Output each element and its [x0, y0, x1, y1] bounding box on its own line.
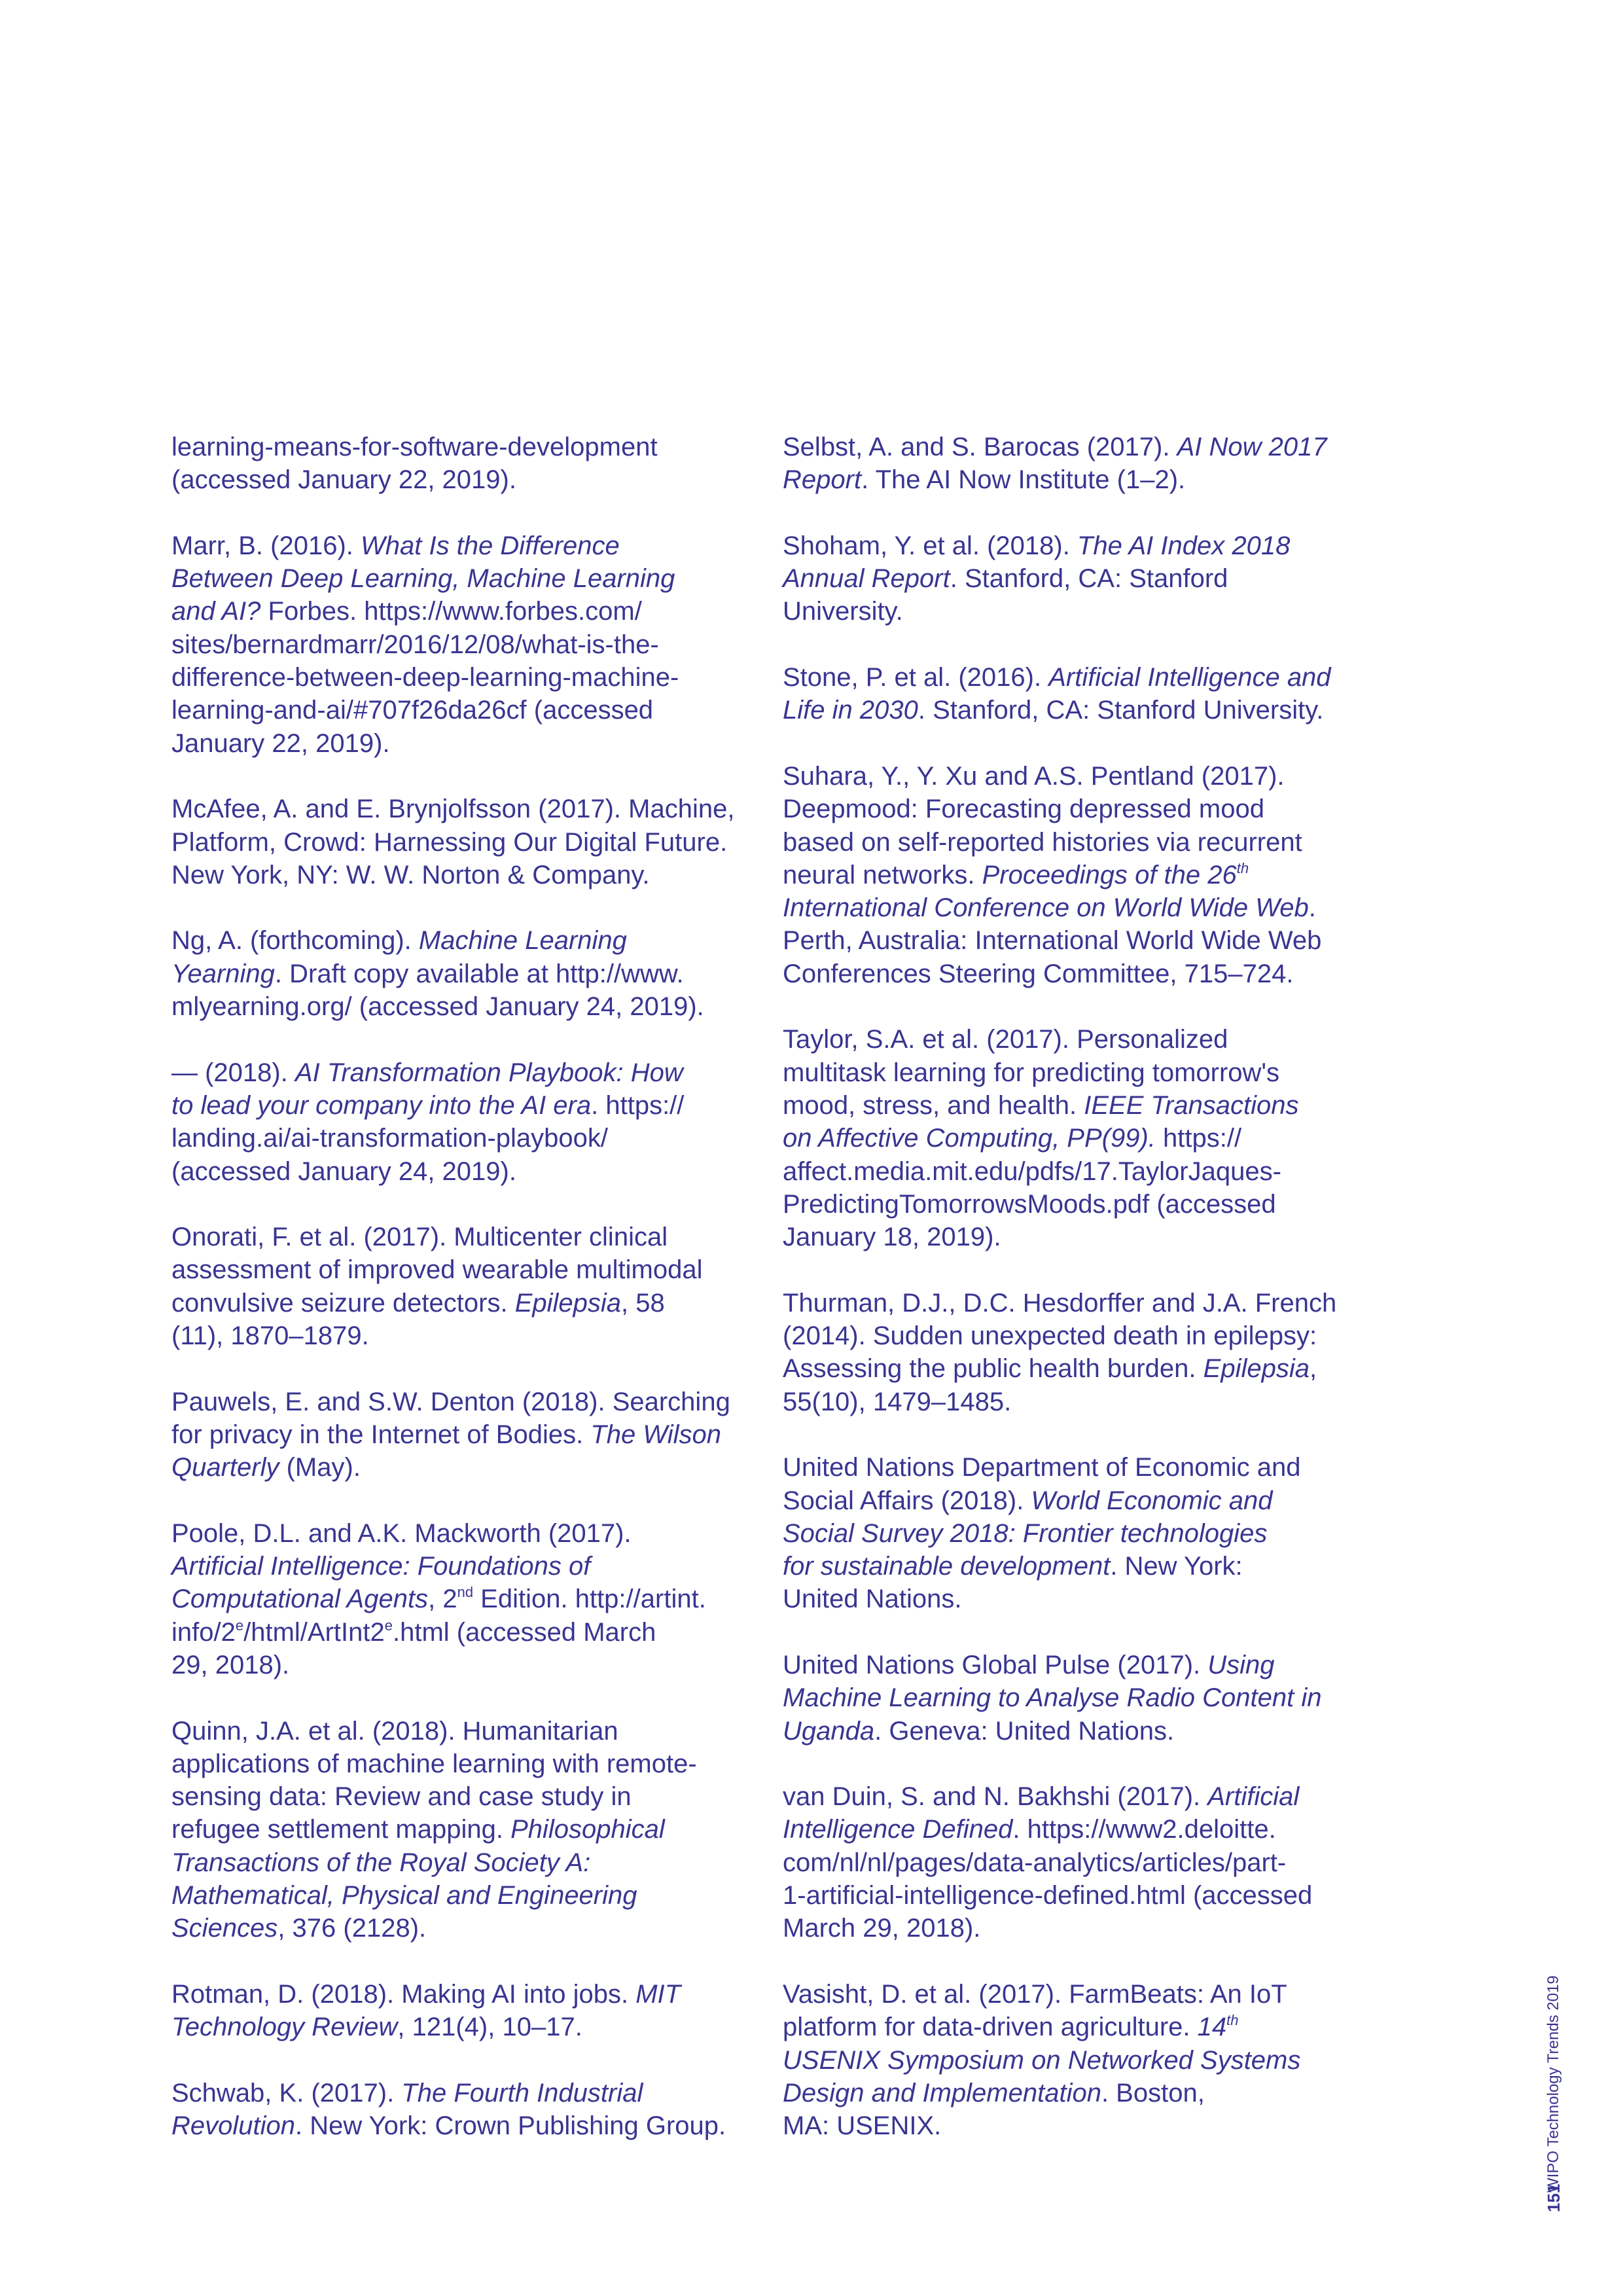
reference-text: .html (accessed March	[392, 1617, 656, 1647]
italic-text: International Conference on World Wide Web	[783, 893, 1309, 923]
reference-line	[171, 1813, 774, 1846]
reference-text: Conferences Steering Committee, 715–724.	[783, 959, 1294, 988]
reference-entry	[171, 1517, 774, 1681]
italic-text: Intelligence Defined	[783, 1815, 1013, 1844]
page-number-box	[1538, 2173, 1569, 2212]
italic-text: on Affective Computing, PP(99).	[783, 1124, 1156, 1153]
reference-line	[783, 562, 1385, 595]
reference-line	[171, 463, 774, 496]
reference-line	[171, 1221, 774, 1253]
italic-text: Quarterly	[171, 1453, 279, 1482]
reference-text: (May).	[279, 1453, 361, 1482]
italic-text: The AI Index 2018	[1077, 531, 1291, 560]
reference-line	[171, 1287, 774, 1319]
italic-text: Between Deep Learning, Machine Learning	[171, 564, 675, 594]
reference-text: McAfee, A. and E. Brynjolfsson (2017). Machine,	[171, 795, 735, 824]
reference-text: multitask learning for predicting tomorrow's	[783, 1058, 1280, 1087]
italic-text: Yearning	[171, 959, 275, 988]
reference-line	[171, 529, 774, 562]
italic-text: Artificial	[1207, 1782, 1300, 1812]
reference-line	[171, 1253, 774, 1286]
reference-line	[783, 463, 1385, 496]
italic-text: Revolution	[171, 2111, 296, 2141]
reference-text: Forbes. https://www.forbes.com/	[260, 597, 642, 626]
reference-line	[783, 924, 1385, 957]
reference-text: based on self-reported histories via recurrent	[783, 827, 1302, 857]
reference-line	[171, 628, 774, 661]
reference-line	[783, 1287, 1385, 1319]
reference-text: PredictingTomorrowsMoods.pdf (accessed	[783, 1189, 1276, 1219]
reference-text: mlyearning.org/ (accessed January 24, 2019).	[171, 992, 704, 1022]
reference-line	[171, 562, 774, 595]
reference-text: . Stanford, CA: Stanford	[950, 564, 1228, 594]
reference-text: Onorati, F. et al. (2017). Multicenter clinical	[171, 1223, 668, 1252]
reference-text: , 58	[621, 1288, 665, 1318]
reference-text: , 2	[428, 1585, 457, 1614]
reference-line	[171, 1846, 774, 1879]
reference-text: affect.media.mit.edu/pdfs/17.TaylorJaques-	[783, 1157, 1281, 1186]
italic-text: USENIX Symposium on Networked Systems	[783, 2045, 1301, 2075]
reference-line	[171, 1912, 774, 1945]
reference-line	[783, 1089, 1385, 1122]
reference-text: Stone, P. et al. (2016).	[783, 663, 1049, 692]
italic-text: AI Transformation Playbook: How	[294, 1058, 683, 1087]
reference-line	[783, 1879, 1385, 1912]
reference-line	[783, 1813, 1385, 1846]
reference-text: assessment of improved wearable multimodal	[171, 1255, 703, 1285]
reference-line	[171, 2077, 774, 2109]
reference-text: https://	[1155, 1124, 1242, 1153]
italic-text: Life in 2030	[783, 696, 918, 725]
reference-line	[171, 2109, 774, 2142]
reference-text: learning-and-ai/#707f26da26cf (accessed	[171, 696, 654, 725]
reference-line	[783, 1681, 1385, 1714]
reference-line	[783, 891, 1385, 924]
publication-title: WIPO Technology Trends 2019	[1544, 1975, 1562, 2193]
reference-text: refugee settlement mapping.	[171, 1815, 511, 1844]
reference-line	[171, 793, 774, 825]
reference-line	[171, 595, 774, 628]
reference-line	[171, 1978, 774, 2011]
reference-text: Schwab, K. (2017).	[171, 2078, 402, 2108]
reference-text: . Boston,	[1101, 2078, 1205, 2108]
reference-line	[171, 1517, 774, 1550]
italic-text: What Is the Difference	[360, 531, 620, 560]
reference-text: Social Affairs (2018).	[783, 1486, 1031, 1515]
reference-entry	[171, 1386, 774, 1484]
reference-text: Taylor, S.A. et al. (2017). Personalized	[783, 1025, 1228, 1054]
reference-text: /html/ArtInt2	[243, 1617, 385, 1647]
italic-text: Philosophical	[510, 1815, 665, 1844]
reference-entry	[783, 1978, 1385, 2142]
italic-text: Sciences	[171, 1914, 278, 1943]
reference-line	[783, 1912, 1385, 1945]
reference-entry	[171, 529, 774, 760]
reference-text: 29, 2018).	[171, 1650, 290, 1679]
reference-text: Ng, A. (forthcoming).	[171, 926, 419, 956]
reference-entry	[783, 760, 1385, 990]
reference-entry	[783, 1649, 1385, 1748]
reference-line	[171, 661, 774, 694]
reference-line	[783, 2077, 1385, 2109]
reference-line	[783, 1188, 1385, 1221]
italic-text: Transactions of the Royal Society A:	[171, 1848, 591, 1877]
reference-line	[783, 431, 1385, 463]
reference-line	[783, 1352, 1385, 1385]
reference-line	[783, 1583, 1385, 1615]
reference-line	[783, 2044, 1385, 2077]
reference-line	[783, 1517, 1385, 1550]
reference-text: difference-between-deep-learning-machine-	[171, 663, 679, 692]
reference-entry	[783, 431, 1385, 497]
references-right-column	[783, 431, 1385, 2176]
reference-entry	[171, 1978, 774, 2044]
reference-text: March 29, 2018).	[783, 1914, 981, 1943]
reference-text: Vasisht, D. et al. (2017). FarmBeats: An IoT	[783, 1979, 1287, 2009]
reference-text: Rotman, D. (2018). Making AI into jobs.	[171, 1979, 636, 2009]
reference-line	[171, 1089, 774, 1122]
reference-line	[783, 1780, 1385, 1813]
reference-line	[783, 1484, 1385, 1517]
reference-entry	[171, 924, 774, 1023]
reference-line	[171, 990, 774, 1023]
italic-text: AI Now 2017	[1177, 433, 1327, 461]
italic-text: Technology Review	[171, 2013, 398, 2042]
italic-text: Computational Agents	[171, 1585, 429, 1614]
italic-text: Design and Implementation	[783, 2078, 1101, 2108]
reference-text: . https://	[591, 1090, 685, 1120]
reference-text: United Nations Department of Economic and	[783, 1453, 1301, 1482]
reference-line	[171, 826, 774, 859]
reference-text: van Duin, S. and N. Bakhshi (2017).	[783, 1782, 1208, 1812]
reference-line	[171, 958, 774, 990]
reference-line	[783, 1122, 1385, 1155]
reference-entry	[783, 1780, 1385, 1945]
reference-text: . New York: Crown Publishing Group.	[295, 2111, 726, 2141]
reference-text: Quinn, J.A. et al. (2018). Humanitarian	[171, 1716, 618, 1746]
reference-line	[783, 661, 1385, 694]
reference-text: ,	[1309, 1354, 1317, 1384]
reference-line	[171, 1155, 774, 1188]
reference-line	[171, 1056, 774, 1089]
reference-entry	[171, 1221, 774, 1352]
reference-line	[783, 1056, 1385, 1089]
reference-text: . https://www2.deloitte.	[1012, 1815, 1276, 1844]
running-footer	[1538, 1885, 1569, 2193]
reference-entry	[783, 1451, 1385, 1615]
reference-text: , 121(4), 10–17.	[397, 2013, 582, 2042]
italic-text: Artificial Intelligence: Foundations of	[171, 1552, 591, 1581]
reference-text: info/2	[171, 1617, 236, 1647]
reference-line	[783, 2109, 1385, 2142]
reference-text: January 18, 2019).	[783, 1223, 1001, 1252]
reference-line	[171, 1386, 774, 1418]
reference-entry	[783, 1023, 1385, 1253]
reference-line	[171, 1748, 774, 1780]
reference-text: Deepmood: Forecasting depressed mood	[783, 795, 1264, 824]
reference-text: com/nl/nl/pages/data-analytics/articles/part-	[783, 1848, 1287, 1877]
reference-text: Poole, D.L. and A.K. Mackworth (2017).	[171, 1518, 632, 1548]
reference-text: 1-artificial-intelligence-defined.html (accessed	[783, 1881, 1313, 1910]
reference-line	[783, 529, 1385, 562]
reference-text: Marr, B. (2016).	[171, 531, 361, 560]
superscript-text: th	[1226, 2012, 1239, 2029]
reference-line	[783, 1978, 1385, 2011]
reference-text: Assessing the public health burden.	[783, 1354, 1204, 1384]
reference-line	[783, 793, 1385, 825]
reference-text: New York, NY: W. W. Norton & Company.	[171, 860, 650, 889]
italic-text: Artificial Intelligence and	[1048, 663, 1331, 692]
reference-text: Pauwels, E. and S.W. Denton (2018). Searching	[171, 1387, 730, 1416]
italic-text: to lead your company into the AI era	[171, 1090, 592, 1120]
reference-line	[171, 1616, 774, 1649]
reference-entry	[783, 529, 1385, 628]
reference-line	[783, 1451, 1385, 1484]
reference-line	[171, 1780, 774, 1813]
reference-text: , 376 (2128).	[277, 1914, 427, 1943]
superscript-text: e	[235, 1617, 244, 1634]
reference-text: (11), 1870–1879.	[171, 1321, 369, 1351]
reference-line	[783, 1846, 1385, 1879]
reference-text: Perth, Australia: International World Wide Web	[783, 926, 1322, 956]
reference-text: (2014). Sudden unexpected death in epilepsy:	[783, 1321, 1317, 1351]
reference-line	[171, 1583, 774, 1615]
reference-line	[783, 1649, 1385, 1681]
reference-text: sensing data: Review and case study in	[171, 1782, 632, 1812]
reference-text: . Stanford, CA: Stanford University.	[918, 696, 1324, 725]
italic-text: Using	[1207, 1650, 1275, 1679]
italic-text: MIT	[635, 1979, 681, 2009]
reference-text: Platform, Crowd: Harnessing Our Digital Future.	[171, 827, 728, 857]
italic-text: The Wilson	[590, 1420, 722, 1449]
italic-text: Uganda	[783, 1716, 875, 1746]
reference-entry	[783, 1287, 1385, 1418]
italic-text: IEEE Transactions	[1084, 1090, 1299, 1120]
reference-line	[783, 1155, 1385, 1188]
italic-text: Epilepsia	[514, 1288, 622, 1318]
reference-line	[171, 727, 774, 760]
reference-text: landing.ai/ai-transformation-playbook/	[171, 1124, 609, 1153]
reference-text: (accessed January 24, 2019).	[171, 1157, 516, 1186]
reference-line	[783, 1715, 1385, 1748]
reference-text: . Draft copy available at http://www.	[274, 959, 684, 988]
reference-text: platform for data-driven agriculture.	[783, 2013, 1198, 2042]
reference-text: mood, stress, and health.	[783, 1090, 1084, 1120]
reference-text: sites/bernardmarr/2016/12/08/what-is-the-	[171, 630, 659, 659]
reference-text: Thurman, D.J., D.C. Hesdorffer and J.A. French	[783, 1288, 1337, 1318]
reference-text: MA: USENIX.	[783, 2111, 942, 2141]
italic-text: World Economic and	[1031, 1486, 1273, 1515]
reference-line	[171, 2011, 774, 2043]
reference-text: neural networks.	[783, 860, 982, 889]
reference-line	[783, 1386, 1385, 1418]
reference-line	[171, 1879, 774, 1912]
reference-line	[171, 1122, 774, 1155]
reference-line	[171, 1550, 774, 1583]
reference-line	[171, 1451, 774, 1484]
reference-line	[171, 1649, 774, 1681]
reference-line	[171, 859, 774, 891]
reference-text: Selbst, A. and S. Barocas (2017).	[783, 433, 1177, 461]
superscript-text: e	[384, 1617, 393, 1634]
reference-text: . Geneva: United Nations.	[874, 1716, 1175, 1746]
italic-text: Epilepsia	[1203, 1354, 1310, 1384]
reference-text: January 22, 2019).	[171, 728, 390, 758]
reference-text: United Nations.	[783, 1585, 962, 1614]
italic-text: 14	[1197, 2013, 1227, 2042]
reference-text: Shoham, Y. et al. (2018).	[783, 531, 1077, 560]
italic-text: for sustainable development	[783, 1552, 1111, 1581]
reference-entry	[171, 793, 774, 891]
reference-line	[171, 924, 774, 957]
reference-text: .	[1308, 893, 1316, 923]
reference-entry	[783, 661, 1385, 727]
reference-text: University.	[783, 597, 903, 626]
reference-line	[783, 694, 1385, 726]
reference-text: Edition. http://artint.	[473, 1585, 706, 1614]
references-left-column	[171, 431, 774, 2176]
reference-line	[171, 1418, 774, 1451]
reference-text: (accessed January 22, 2019).	[171, 465, 516, 495]
reference-entry	[171, 1715, 774, 1945]
reference-entry	[171, 1056, 774, 1188]
reference-entry	[171, 2077, 774, 2143]
reference-line	[783, 958, 1385, 990]
reference-line	[783, 1319, 1385, 1352]
italic-text: The Fourth Industrial	[401, 2078, 643, 2108]
reference-text: for privacy in the Internet of Bodies.	[171, 1420, 591, 1449]
reference-text: . New York:	[1110, 1552, 1243, 1581]
superscript-text: nd	[457, 1584, 474, 1601]
italic-text: Machine Learning	[418, 926, 627, 956]
italic-text: Machine Learning to Analyse Radio Content in	[783, 1683, 1322, 1713]
italic-text: Annual Report	[783, 564, 950, 594]
page-number: 151	[1544, 2183, 1563, 2212]
reference-text: — (2018).	[171, 1058, 295, 1087]
italic-text: Social Survey 2018: Frontier technologies	[783, 1518, 1268, 1548]
reference-text: 55(10), 1479–1485.	[783, 1387, 1012, 1416]
reference-line	[783, 1221, 1385, 1253]
reference-line	[171, 694, 774, 726]
reference-line	[783, 859, 1385, 891]
reference-line	[783, 1550, 1385, 1583]
reference-line	[783, 826, 1385, 859]
italic-text: and AI?	[171, 597, 261, 626]
italic-text: Report	[783, 465, 862, 495]
reference-text: United Nations Global Pulse (2017).	[783, 1650, 1208, 1679]
reference-line	[783, 595, 1385, 628]
reference-text: Suhara, Y., Y. Xu and A.S. Pentland (2017).	[783, 761, 1285, 791]
reference-text: . The AI Now Institute (1–2).	[861, 465, 1186, 495]
italic-text: Mathematical, Physical and Engineering	[171, 1881, 637, 1910]
reference-line	[783, 760, 1385, 793]
reference-line	[171, 1319, 774, 1352]
superscript-text: th	[1236, 859, 1249, 876]
reference-text: learning-means-for-software-development	[171, 433, 658, 461]
reference-line	[171, 431, 774, 463]
reference-line	[783, 2011, 1385, 2043]
italic-text: Proceedings of the 26	[982, 860, 1237, 889]
reference-line	[783, 1023, 1385, 1056]
reference-text: applications of machine learning with remote-	[171, 1749, 697, 1778]
reference-text: convulsive seizure detectors.	[171, 1288, 515, 1318]
reference-line	[171, 1715, 774, 1748]
reference-entry	[171, 431, 774, 497]
